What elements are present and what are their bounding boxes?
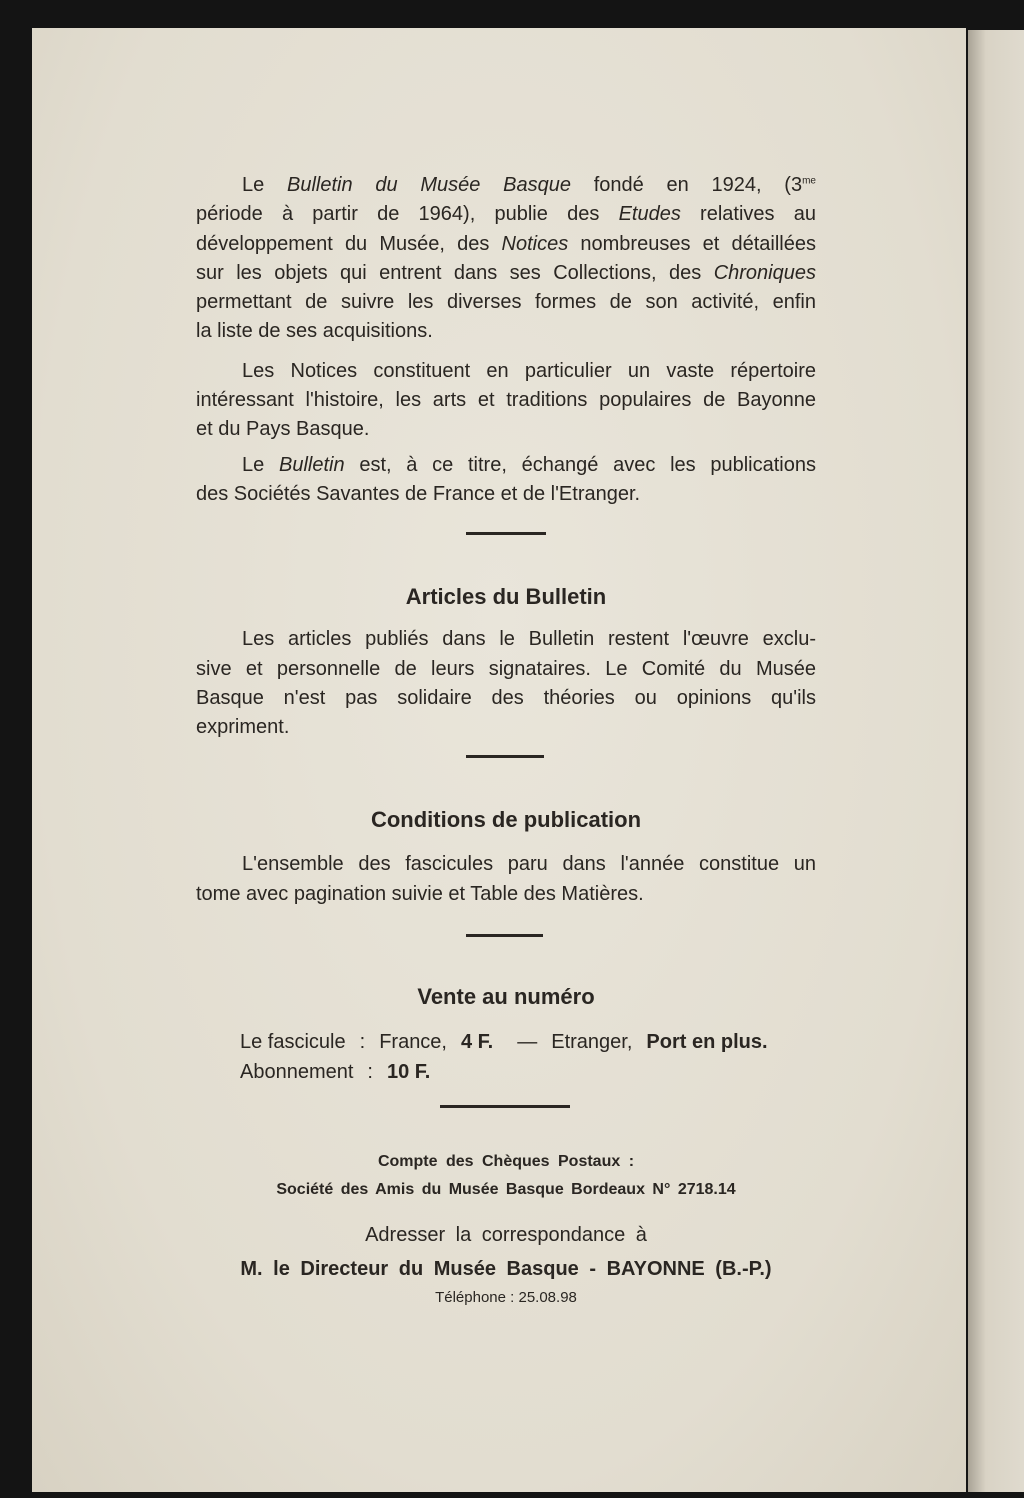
text-line <box>196 357 816 386</box>
text-segment: L'ensemble des fascicules paru dans l'année constitue un <box>242 853 816 876</box>
france-price: 4 F. <box>461 1031 494 1054</box>
text-line <box>196 415 816 444</box>
divider <box>440 1105 570 1108</box>
italic-text: Notices <box>501 232 569 255</box>
text-segment: expriment. <box>196 716 290 739</box>
vente-heading: Vente au numéro <box>417 984 595 1010</box>
text-segment: Basque n'est pas solidaire des théories ou opinions qu'ils <box>196 686 816 709</box>
cheques-account: Société des Amis du Musée Basque Bordeaux N° 2718.14 <box>276 1181 736 1199</box>
text-segment: Le <box>242 453 279 476</box>
text-segment: intéressant l'histoire, les arts et traditions populaires de Bayonne <box>196 389 816 412</box>
text-line <box>196 880 816 909</box>
text-segment: Les Notices constituent en particulier un vaste répertoire <box>242 359 816 382</box>
text-line <box>196 684 816 713</box>
cheques-title: Compte des Chèques Postaux : <box>377 1153 635 1171</box>
text-segment: relatives au <box>680 203 816 226</box>
dash: — <box>517 1031 538 1054</box>
text-line <box>196 171 816 200</box>
colon: : <box>367 1061 373 1084</box>
text-segment: permettant de suivre les diverses formes de son activité, enfin <box>196 291 816 314</box>
etranger-value: Port en plus. <box>646 1031 768 1054</box>
subscription-line <box>240 1057 816 1087</box>
text-line <box>196 625 816 654</box>
price-line <box>240 1027 816 1057</box>
text-line <box>196 317 816 346</box>
text-segment: tome avec pagination suivie et Table des Matières. <box>196 882 644 905</box>
text-segment: et du Pays Basque. <box>196 418 370 441</box>
abonnement-price: 10 F. <box>386 1061 431 1084</box>
text-line <box>196 850 816 879</box>
text-segment: est, à ce titre, échangé avec les publications <box>344 453 816 476</box>
address-intro: Adresser la correspondance à <box>365 1224 647 1247</box>
text-segment: des Sociétés Savantes de France et de l'Etranger. <box>196 482 641 505</box>
text-line <box>196 259 816 288</box>
articles-heading: Articles du Bulletin <box>405 584 607 610</box>
telephone: Téléphone : 25.08.98 <box>435 1289 577 1307</box>
colon: : <box>359 1031 366 1054</box>
text-segment: la liste de ses acquisitions. <box>196 320 433 343</box>
text-segment: sur les objets qui entrent dans ses Collections, des <box>196 261 714 284</box>
page-content <box>196 171 816 1310</box>
text-line <box>196 200 816 229</box>
text-line <box>196 230 816 259</box>
divider <box>466 934 543 937</box>
italic-text: Chroniques <box>713 261 816 284</box>
text-segment: me <box>802 175 816 187</box>
text-segment: sive et personnelle de leurs signataires. Le Comité du Musée <box>196 657 816 680</box>
text-segment: nombreuses et détaillées <box>568 232 816 255</box>
text-segment: période à partir de 1964), publie des <box>196 203 619 226</box>
divider <box>466 532 546 535</box>
etranger-label: Etranger, <box>551 1031 633 1054</box>
address: M. le Directeur du Musée Basque - BAYONNE (B.-P.) <box>240 1258 772 1281</box>
conditions-paragraph <box>196 850 816 909</box>
conditions-heading: Conditions de publication <box>370 807 642 833</box>
articles-paragraph <box>196 625 816 742</box>
text-line <box>196 713 816 742</box>
text-segment: Le <box>242 174 287 196</box>
italic-text: Bulletin <box>278 453 345 476</box>
text-segment: Les articles publiés dans le Bulletin restent l'œuvre exclu- <box>242 628 816 651</box>
abonnement-label: Abonnement <box>240 1061 354 1084</box>
fascicule-label: Le fascicule <box>240 1031 346 1054</box>
text-line <box>196 288 816 317</box>
divider <box>466 755 544 758</box>
text-segment: développement du Musée, des <box>196 232 502 255</box>
text-segment: fondé en 1924, (3 <box>570 174 803 196</box>
italic-text: Etudes <box>618 203 681 226</box>
text-line <box>196 451 816 480</box>
exchange-paragraph <box>196 451 816 510</box>
notices-paragraph <box>196 357 816 445</box>
next-page-edge <box>968 30 1024 1492</box>
text-line <box>196 480 816 509</box>
text-line <box>196 386 816 415</box>
text-line <box>196 655 816 684</box>
france-label: France, <box>379 1031 447 1054</box>
italic-text: Bulletin du Musée Basque <box>287 174 571 196</box>
intro-paragraph <box>196 171 816 347</box>
